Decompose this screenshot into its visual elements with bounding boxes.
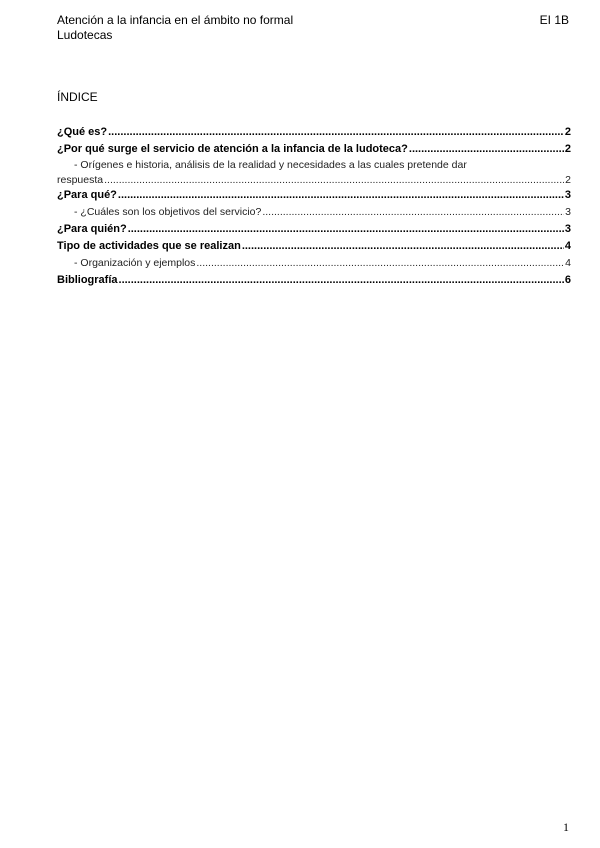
toc-entry-page: 4 (564, 240, 571, 252)
toc-subentry[interactable] (57, 158, 571, 187)
toc-entry-label: - ¿Cuáles son los objetivos del servicio? (74, 206, 262, 218)
toc-leader-dots (108, 124, 564, 141)
toc-entry-page: 2 (565, 174, 571, 186)
toc-entry-label: - Orígenes e historia, análisis de la realidad y necesidades a las cuales pretende dar (74, 159, 467, 171)
toc-entry[interactable] (57, 187, 571, 204)
toc-entry-page: 3 (564, 189, 571, 201)
table-of-contents (57, 124, 571, 289)
toc-leader-dots (104, 173, 564, 187)
toc-entry-page: 3 (564, 223, 571, 235)
toc-entry[interactable] (57, 221, 571, 238)
toc-entry-page: 6 (564, 274, 571, 286)
toc-entry[interactable] (57, 272, 571, 289)
toc-entry-label: ¿Qué es? (57, 126, 108, 138)
toc-entry-label: Tipo de actividades que se realizan (57, 240, 241, 252)
toc-entry-label: - Organización y ejemplos (74, 257, 196, 269)
toc-entry[interactable] (57, 238, 571, 255)
header-subtitle: Ludotecas (57, 28, 113, 42)
toc-subentry[interactable] (57, 255, 571, 272)
toc-leader-dots (242, 238, 564, 255)
running-header (57, 13, 293, 43)
toc-entry-page: 2 (564, 126, 571, 138)
toc-entry-label: ¿Para qué? (57, 189, 117, 201)
index-title: ÍNDICE (57, 90, 98, 104)
toc-entry-label: ¿Para quién? (57, 223, 127, 235)
toc-entry[interactable] (57, 124, 571, 141)
header-course-code: EI 1B (539, 13, 569, 27)
page-number: 1 (563, 820, 569, 834)
toc-leader-dots (128, 221, 564, 238)
toc-leader-dots (119, 272, 564, 289)
toc-leader-dots (262, 204, 564, 221)
header-title: Atención a la infancia en el ámbito no formal (57, 13, 294, 27)
toc-entry-label: Bibliografía (57, 274, 118, 286)
toc-subentry[interactable] (57, 204, 571, 221)
toc-leader-dots (118, 187, 564, 204)
toc-entry-label-continued: respuesta (57, 174, 104, 186)
toc-entry-label: ¿Por qué surge el servicio de atención a la infancia de la ludoteca? (57, 143, 408, 155)
toc-entry-page: 3 (565, 206, 571, 218)
toc-entry-page: 2 (564, 143, 571, 155)
toc-entry[interactable] (57, 141, 571, 158)
toc-leader-dots (196, 255, 564, 272)
toc-leader-dots (409, 141, 564, 158)
toc-entry-page: 4 (565, 257, 571, 269)
